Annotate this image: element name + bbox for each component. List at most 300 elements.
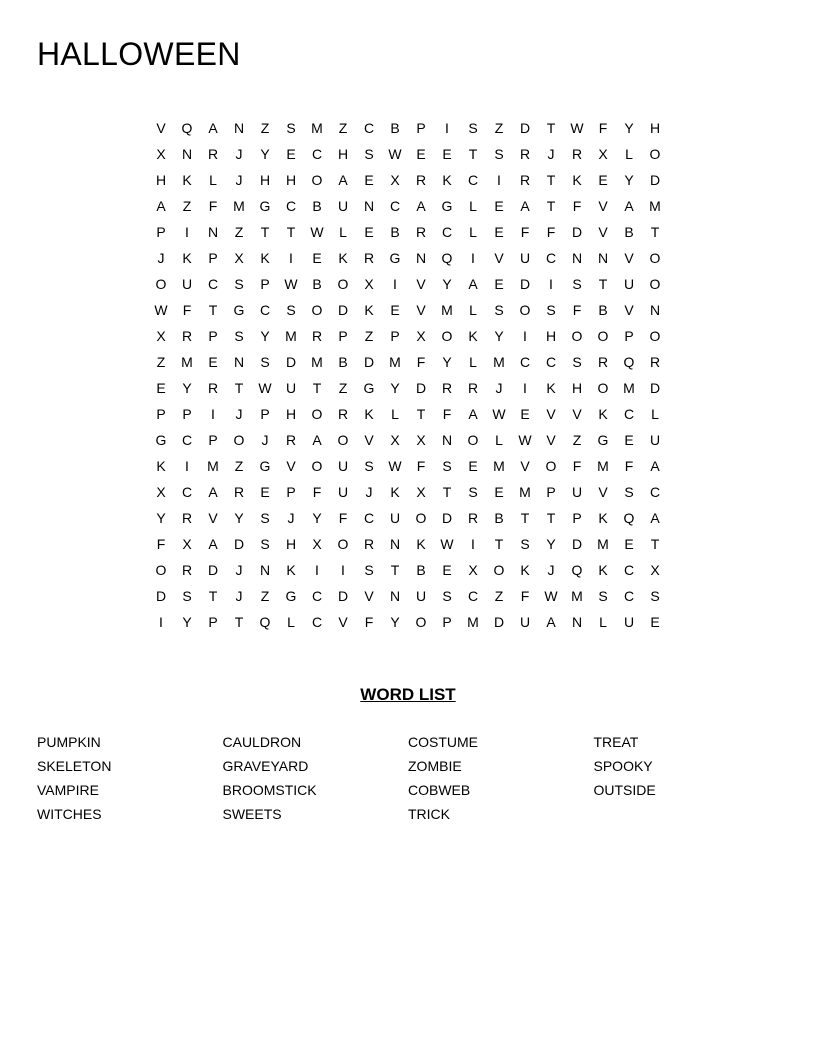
grid-row bbox=[148, 583, 668, 609]
grid-letter: F bbox=[520, 588, 530, 604]
grid-letter: G bbox=[259, 458, 271, 474]
grid-letter: H bbox=[571, 380, 583, 396]
grid-letter: I bbox=[471, 250, 475, 266]
word-list-item: WITCHES bbox=[37, 806, 102, 822]
grid-letter: N bbox=[571, 250, 583, 266]
grid-row bbox=[148, 323, 668, 349]
grid-letter: A bbox=[650, 510, 660, 526]
grid-letter: C bbox=[623, 588, 635, 604]
grid-letter: E bbox=[390, 302, 400, 318]
grid-letter: C bbox=[181, 484, 193, 500]
grid-letter: D bbox=[493, 614, 505, 630]
grid-letter: H bbox=[545, 328, 557, 344]
grid-letter: C bbox=[311, 614, 323, 630]
grid-row bbox=[148, 557, 668, 583]
grid-letter: M bbox=[311, 120, 323, 136]
grid-letter: S bbox=[442, 588, 452, 604]
grid-letter: O bbox=[337, 276, 349, 292]
grid-letter: Y bbox=[390, 614, 400, 630]
grid-letter: Y bbox=[442, 276, 452, 292]
grid-letter: J bbox=[547, 146, 555, 162]
grid-letter: J bbox=[157, 250, 165, 266]
grid-letter: R bbox=[571, 146, 583, 162]
grid-letter: U bbox=[285, 380, 297, 396]
grid-letter: F bbox=[364, 614, 374, 630]
grid-letter: C bbox=[467, 172, 479, 188]
grid-letter: T bbox=[546, 198, 556, 214]
grid-letter: B bbox=[624, 224, 634, 240]
grid-letter: S bbox=[572, 354, 582, 370]
grid-letter: F bbox=[416, 458, 426, 474]
grid-letter: J bbox=[365, 484, 373, 500]
grid-letter: Z bbox=[364, 328, 374, 344]
grid-letter: I bbox=[289, 250, 293, 266]
grid-letter: O bbox=[337, 536, 349, 552]
grid-letter: I bbox=[549, 276, 553, 292]
grid-row bbox=[148, 297, 668, 323]
grid-letter: G bbox=[441, 198, 453, 214]
grid-letter: Y bbox=[312, 510, 322, 526]
grid-letter: C bbox=[259, 302, 271, 318]
grid-letter: O bbox=[337, 432, 349, 448]
grid-letter: F bbox=[156, 536, 166, 552]
grid-letter: O bbox=[649, 276, 661, 292]
grid-letter: O bbox=[597, 380, 609, 396]
grid-letter: Y bbox=[234, 510, 244, 526]
grid-letter: O bbox=[311, 302, 323, 318]
grid-letter: I bbox=[211, 406, 215, 422]
grid-letter: S bbox=[598, 588, 608, 604]
grid-letter: U bbox=[519, 614, 531, 630]
grid-letter: G bbox=[259, 198, 271, 214]
grid-letter: Z bbox=[234, 224, 244, 240]
grid-row bbox=[148, 141, 668, 167]
grid-row bbox=[148, 531, 668, 557]
grid-letter: C bbox=[467, 588, 479, 604]
grid-letter: V bbox=[572, 406, 582, 422]
grid-letter: Y bbox=[624, 120, 634, 136]
grid-letter: E bbox=[494, 224, 504, 240]
grid-letter: P bbox=[182, 406, 192, 422]
grid-letter: F bbox=[208, 198, 218, 214]
grid-letter: X bbox=[364, 276, 374, 292]
grid-letter: L bbox=[469, 198, 477, 214]
grid-letter: Z bbox=[494, 588, 504, 604]
grid-letter: W bbox=[258, 380, 272, 396]
grid-letter: D bbox=[571, 536, 583, 552]
grid-letter: X bbox=[416, 484, 426, 500]
grid-letter: E bbox=[624, 536, 634, 552]
grid-letter: G bbox=[363, 380, 375, 396]
grid-letter: W bbox=[388, 146, 402, 162]
grid-letter: F bbox=[572, 458, 582, 474]
grid-letter: X bbox=[234, 250, 244, 266]
grid-letter: S bbox=[260, 510, 270, 526]
grid-letter: S bbox=[494, 146, 504, 162]
grid-letter: C bbox=[441, 224, 453, 240]
grid-letter: L bbox=[495, 432, 503, 448]
grid-letter: N bbox=[233, 120, 245, 136]
grid-letter: J bbox=[261, 432, 269, 448]
grid-letter: O bbox=[649, 328, 661, 344]
grid-letter: K bbox=[598, 510, 608, 526]
grid-letter: P bbox=[156, 406, 166, 422]
grid-letter: M bbox=[181, 354, 193, 370]
grid-letter: N bbox=[571, 614, 583, 630]
grid-letter: M bbox=[493, 458, 505, 474]
grid-letter: J bbox=[235, 562, 243, 578]
grid-letter: C bbox=[181, 432, 193, 448]
grid-letter: V bbox=[598, 484, 608, 500]
grid-letter: X bbox=[182, 536, 192, 552]
grid-letter: C bbox=[389, 198, 401, 214]
grid-letter: P bbox=[208, 614, 218, 630]
grid-letter: N bbox=[597, 250, 609, 266]
grid-letter: U bbox=[519, 250, 531, 266]
grid-letter: O bbox=[649, 146, 661, 162]
grid-letter: Q bbox=[571, 562, 583, 578]
grid-letter: I bbox=[523, 328, 527, 344]
grid-letter: S bbox=[234, 276, 244, 292]
grid-letter: D bbox=[233, 536, 245, 552]
word-list-column bbox=[408, 730, 594, 826]
grid-letter: G bbox=[389, 250, 401, 266]
grid-letter: I bbox=[523, 380, 527, 396]
grid-letter: K bbox=[598, 406, 608, 422]
grid-letter: V bbox=[208, 510, 218, 526]
grid-letter: T bbox=[494, 536, 504, 552]
grid-letter: C bbox=[623, 406, 635, 422]
grid-letter: S bbox=[468, 120, 478, 136]
grid-letter: Q bbox=[441, 250, 453, 266]
grid-letter: Q bbox=[623, 354, 635, 370]
grid-letter: D bbox=[649, 380, 661, 396]
grid-letter: Y bbox=[182, 380, 192, 396]
grid-letter: X bbox=[156, 484, 166, 500]
grid-letter: A bbox=[156, 198, 166, 214]
grid-letter: H bbox=[649, 120, 661, 136]
grid-letter: S bbox=[234, 328, 244, 344]
grid-letter: R bbox=[415, 172, 427, 188]
grid-letter: H bbox=[285, 536, 297, 552]
grid-letter: R bbox=[181, 562, 193, 578]
grid-letter: J bbox=[287, 510, 295, 526]
grid-letter: W bbox=[154, 302, 168, 318]
grid-letter: A bbox=[208, 484, 218, 500]
grid-letter: E bbox=[364, 224, 374, 240]
grid-letter: L bbox=[651, 406, 659, 422]
grid-letter: Y bbox=[260, 328, 270, 344]
grid-letter: Z bbox=[234, 458, 244, 474]
grid-letter: L bbox=[287, 614, 295, 630]
grid-row bbox=[148, 271, 668, 297]
grid-letter: C bbox=[649, 484, 661, 500]
grid-letter: E bbox=[624, 432, 634, 448]
grid-letter: L bbox=[625, 146, 633, 162]
grid-letter: R bbox=[207, 146, 219, 162]
word-list-item: PUMPKIN bbox=[37, 734, 101, 750]
grid-letter: P bbox=[286, 484, 296, 500]
grid-letter: P bbox=[442, 614, 452, 630]
grid-letter: O bbox=[597, 328, 609, 344]
grid-letter: T bbox=[286, 224, 296, 240]
grid-letter: K bbox=[182, 172, 192, 188]
grid-letter: M bbox=[597, 536, 609, 552]
grid-letter: V bbox=[338, 614, 348, 630]
grid-letter: U bbox=[337, 458, 349, 474]
grid-letter: U bbox=[337, 198, 349, 214]
grid-letter: E bbox=[598, 172, 608, 188]
grid-letter: S bbox=[286, 302, 296, 318]
grid-letter: B bbox=[494, 510, 504, 526]
grid-letter: T bbox=[442, 484, 452, 500]
grid-letter: M bbox=[441, 302, 453, 318]
grid-row bbox=[148, 505, 668, 531]
grid-letter: U bbox=[571, 484, 583, 500]
grid-letter: L bbox=[339, 224, 347, 240]
grid-letter: V bbox=[416, 276, 426, 292]
grid-letter: G bbox=[155, 432, 167, 448]
grid-letter: B bbox=[598, 302, 608, 318]
grid-letter: C bbox=[363, 510, 375, 526]
grid-letter: W bbox=[284, 276, 298, 292]
grid-letter: J bbox=[547, 562, 555, 578]
grid-letter: B bbox=[338, 354, 348, 370]
grid-letter: U bbox=[337, 484, 349, 500]
grid-letter: V bbox=[624, 302, 634, 318]
grid-letter: W bbox=[518, 432, 532, 448]
grid-letter: R bbox=[415, 224, 427, 240]
grid-letter: A bbox=[338, 172, 348, 188]
grid-letter: P bbox=[208, 432, 218, 448]
grid-letter: O bbox=[441, 328, 453, 344]
grid-letter: Z bbox=[572, 432, 582, 448]
grid-letter: X bbox=[598, 146, 608, 162]
grid-letter: U bbox=[623, 276, 635, 292]
grid-letter: F bbox=[520, 224, 530, 240]
grid-letter: I bbox=[471, 536, 475, 552]
grid-letter: E bbox=[156, 380, 166, 396]
grid-letter: K bbox=[338, 250, 348, 266]
grid-letter: P bbox=[416, 120, 426, 136]
grid-letter: Z bbox=[182, 198, 192, 214]
grid-letter: D bbox=[285, 354, 297, 370]
grid-letter: A bbox=[546, 614, 556, 630]
grid-letter: U bbox=[649, 432, 661, 448]
word-list-column bbox=[223, 730, 409, 826]
word-list-heading bbox=[0, 684, 816, 706]
grid-letter: M bbox=[519, 484, 531, 500]
grid-row bbox=[148, 479, 668, 505]
grid-letter: H bbox=[337, 146, 349, 162]
grid-letter: J bbox=[235, 588, 243, 604]
grid-letter: H bbox=[155, 172, 167, 188]
word-list-item: VAMPIRE bbox=[37, 782, 99, 798]
grid-letter: J bbox=[235, 406, 243, 422]
grid-letter: I bbox=[159, 614, 163, 630]
grid-letter: R bbox=[519, 172, 531, 188]
grid-letter: H bbox=[285, 406, 297, 422]
grid-letter: U bbox=[415, 588, 427, 604]
grid-letter: E bbox=[364, 172, 374, 188]
grid-letter: E bbox=[494, 198, 504, 214]
grid-letter: S bbox=[442, 458, 452, 474]
grid-letter: T bbox=[234, 380, 244, 396]
grid-letter: W bbox=[440, 536, 454, 552]
grid-letter: M bbox=[311, 354, 323, 370]
grid-letter: K bbox=[442, 172, 452, 188]
grid-letter: S bbox=[468, 484, 478, 500]
grid-letter: R bbox=[337, 406, 349, 422]
grid-letter: R bbox=[207, 380, 219, 396]
grid-letter: T bbox=[546, 510, 556, 526]
word-list-column bbox=[594, 730, 780, 826]
grid-letter: S bbox=[494, 302, 504, 318]
word-list-item: OUTSIDE bbox=[593, 782, 656, 798]
word-list-item: CAULDRON bbox=[222, 734, 302, 750]
grid-letter: Z bbox=[494, 120, 504, 136]
grid-letter: T bbox=[234, 614, 244, 630]
grid-letter: L bbox=[469, 354, 477, 370]
grid-letter: E bbox=[650, 614, 660, 630]
grid-letter: I bbox=[393, 276, 397, 292]
grid-letter: P bbox=[390, 328, 400, 344]
page-title: HALLOWEEN bbox=[37, 36, 241, 72]
grid-letter: U bbox=[181, 276, 193, 292]
grid-letter: O bbox=[311, 172, 323, 188]
grid-letter: O bbox=[467, 432, 479, 448]
grid-letter: E bbox=[416, 146, 426, 162]
grid-letter: V bbox=[416, 302, 426, 318]
grid-letter: Y bbox=[546, 536, 556, 552]
grid-letter: U bbox=[623, 614, 635, 630]
grid-letter: K bbox=[468, 328, 478, 344]
grid-letter: W bbox=[492, 406, 506, 422]
grid-letter: R bbox=[597, 354, 609, 370]
grid-letter: N bbox=[207, 224, 219, 240]
grid-letter: W bbox=[570, 120, 584, 136]
grid-letter: A bbox=[624, 198, 634, 214]
grid-letter: D bbox=[519, 276, 531, 292]
word-list-item: SWEETS bbox=[222, 806, 282, 822]
grid-letter: T bbox=[546, 172, 556, 188]
grid-row bbox=[148, 453, 668, 479]
grid-letter: I bbox=[497, 172, 501, 188]
grid-letter: Y bbox=[442, 354, 452, 370]
grid-letter: N bbox=[389, 536, 401, 552]
grid-letter: R bbox=[181, 510, 193, 526]
grid-row bbox=[148, 193, 668, 219]
grid-letter: G bbox=[285, 588, 297, 604]
grid-letter: K bbox=[182, 250, 192, 266]
grid-letter: C bbox=[285, 198, 297, 214]
grid-letter: I bbox=[185, 224, 189, 240]
word-list-item: SPOOKY bbox=[593, 758, 653, 774]
grid-letter: S bbox=[572, 276, 582, 292]
word-list bbox=[37, 730, 781, 826]
word-list-item: ZOMBIE bbox=[408, 758, 462, 774]
grid-letter: R bbox=[233, 484, 245, 500]
grid-letter: H bbox=[285, 172, 297, 188]
grid-letter: X bbox=[156, 328, 166, 344]
grid-row bbox=[148, 401, 668, 427]
grid-row bbox=[148, 375, 668, 401]
grid-letter: R bbox=[649, 354, 661, 370]
grid-letter: Z bbox=[260, 588, 270, 604]
word-list-item: TREAT bbox=[593, 734, 639, 750]
grid-letter: E bbox=[468, 458, 478, 474]
grid-letter: P bbox=[260, 276, 270, 292]
grid-letter: D bbox=[337, 588, 349, 604]
grid-letter: M bbox=[389, 354, 401, 370]
grid-letter: P bbox=[208, 250, 218, 266]
grid-letter: R bbox=[467, 380, 479, 396]
grid-letter: O bbox=[571, 328, 583, 344]
grid-letter: B bbox=[390, 120, 400, 136]
grid-letter: O bbox=[493, 562, 505, 578]
grid-letter: J bbox=[235, 172, 243, 188]
grid-letter: W bbox=[388, 458, 402, 474]
grid-letter: D bbox=[415, 380, 427, 396]
grid-letter: R bbox=[181, 328, 193, 344]
grid-row bbox=[148, 609, 668, 635]
grid-letter: A bbox=[520, 198, 530, 214]
grid-letter: Y bbox=[260, 146, 270, 162]
grid-letter: S bbox=[546, 302, 556, 318]
grid-letter: C bbox=[545, 354, 557, 370]
word-list-item: COBWEB bbox=[408, 782, 471, 798]
grid-letter: A bbox=[208, 536, 218, 552]
grid-letter: E bbox=[494, 276, 504, 292]
grid-letter: L bbox=[469, 302, 477, 318]
grid-letter: B bbox=[390, 224, 400, 240]
grid-letter: A bbox=[312, 432, 322, 448]
grid-letter: P bbox=[156, 224, 166, 240]
word-list-item: TRICK bbox=[408, 806, 450, 822]
grid-letter: X bbox=[312, 536, 322, 552]
grid-letter: V bbox=[520, 458, 530, 474]
grid-letter: C bbox=[311, 588, 323, 604]
grid-letter: F bbox=[338, 510, 348, 526]
grid-row bbox=[148, 115, 668, 141]
grid-letter: X bbox=[416, 432, 426, 448]
grid-letter: W bbox=[544, 588, 558, 604]
grid-letter: N bbox=[233, 354, 245, 370]
grid-letter: C bbox=[519, 354, 531, 370]
grid-letter: E bbox=[286, 146, 296, 162]
grid-letter: T bbox=[208, 302, 218, 318]
grid-letter: V bbox=[156, 120, 166, 136]
word-list-title: WORD LIST bbox=[360, 685, 456, 704]
grid-letter: Y bbox=[156, 510, 166, 526]
grid-letter: S bbox=[260, 354, 270, 370]
grid-letter: X bbox=[390, 432, 400, 448]
grid-letter: E bbox=[442, 146, 452, 162]
grid-letter: P bbox=[208, 328, 218, 344]
grid-letter: K bbox=[572, 172, 582, 188]
grid-letter: R bbox=[467, 510, 479, 526]
grid-letter: T bbox=[650, 224, 660, 240]
grid-letter: V bbox=[598, 224, 608, 240]
grid-letter: D bbox=[571, 224, 583, 240]
grid-letter: Y bbox=[390, 380, 400, 396]
grid-row bbox=[148, 245, 668, 271]
grid-letter: D bbox=[519, 120, 531, 136]
grid-letter: N bbox=[389, 588, 401, 604]
grid-letter: Q bbox=[181, 120, 193, 136]
grid-letter: K bbox=[260, 250, 270, 266]
grid-letter: Z bbox=[260, 120, 270, 136]
